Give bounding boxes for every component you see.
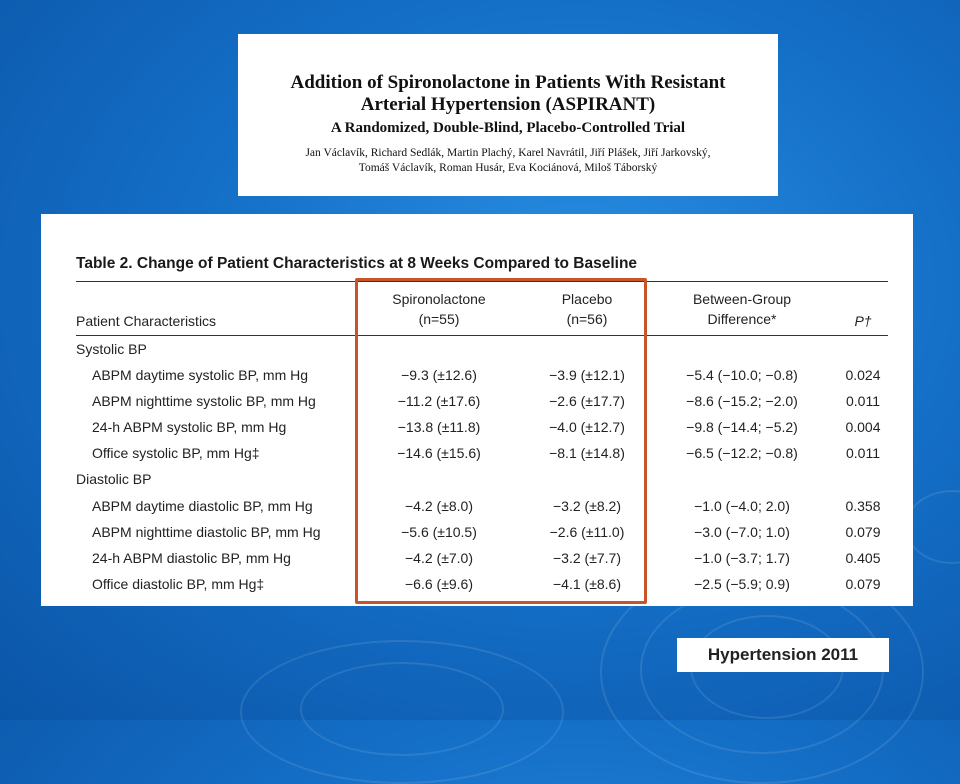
section-label: Diastolic BP [76, 471, 152, 487]
paper-authors [238, 146, 778, 176]
cell-placebo: −3.2 (±8.2) [553, 498, 621, 514]
cell-difference: −5.4 (−10.0; −0.8) [686, 367, 798, 383]
cell-spironolactone: −14.6 (±15.6) [397, 445, 481, 461]
header-spironolactone-n: (n=55) [418, 311, 460, 327]
cell-placebo: −8.1 (±14.8) [549, 445, 625, 461]
cell-difference: −6.5 (−12.2; −0.8) [686, 445, 798, 461]
cell-p-value: 0.079 [845, 576, 881, 592]
cell-placebo: −3.9 (±12.1) [549, 367, 625, 383]
cell-placebo: −3.2 (±7.7) [553, 550, 621, 566]
cell-p-value: 0.011 [846, 445, 880, 461]
cell-difference: −9.8 (−14.4; −5.2) [686, 419, 798, 435]
source-label: Hypertension 2011 [677, 638, 889, 672]
cell-spironolactone: −4.2 (±8.0) [405, 498, 473, 514]
header-patient-characteristics: Patient Characteristics [76, 313, 217, 329]
row-label: Office systolic BP, mm Hg‡ [92, 445, 260, 461]
cell-p-value: 0.358 [845, 498, 881, 514]
cell-placebo: −4.1 (±8.6) [553, 576, 621, 592]
cell-spironolactone: −11.2 (±17.6) [397, 393, 481, 409]
paper-title-line2: Arterial Hypertension (ASPIRANT) [360, 94, 656, 115]
cell-difference: −1.0 (−4.0; 2.0) [694, 498, 790, 514]
header-p-value: P† [854, 313, 872, 329]
cell-p-value: 0.004 [845, 419, 881, 435]
ripple-decoration [905, 490, 960, 564]
table-title: Table 2. Change of Patient Characteristics at 8 Weeks Compared to Baseline [76, 255, 638, 272]
cell-p-value: 0.024 [845, 367, 881, 383]
cell-difference: −3.0 (−7.0; 1.0) [694, 524, 790, 540]
paper-title-line1: Addition of Spironolactone in Patients With Resistant [290, 72, 726, 93]
cell-p-value: 0.079 [845, 524, 881, 540]
ripple-decoration [300, 662, 504, 756]
section-label: Systolic BP [76, 341, 147, 357]
header-between-group-line1: Between-Group [692, 291, 792, 307]
paper-authors-line2: Tomáš Václavík, Roman Husár, Eva Kociánová, Miloš Táborský [358, 162, 658, 174]
paper-subtitle: A Randomized, Double-Blind, Placebo-Controlled Trial [330, 120, 686, 136]
header-placebo-name: Placebo [561, 291, 613, 307]
cell-spironolactone: −13.8 (±11.8) [397, 419, 481, 435]
cell-difference: −1.0 (−3.7; 1.7) [694, 550, 790, 566]
row-label: 24-h ABPM systolic BP, mm Hg [92, 419, 287, 435]
row-label: ABPM daytime diastolic BP, mm Hg [92, 498, 313, 514]
cell-p-value: 0.405 [845, 550, 881, 566]
row-label: 24-h ABPM diastolic BP, mm Hg [92, 550, 291, 566]
header-between-group-line2: Difference* [707, 311, 777, 327]
cell-spironolactone: −5.6 (±10.5) [401, 524, 477, 540]
paper-title-card [238, 34, 778, 196]
cell-placebo: −2.6 (±17.7) [549, 393, 625, 409]
cell-placebo: −4.0 (±12.7) [549, 419, 625, 435]
cell-spironolactone: −9.3 (±12.6) [401, 367, 477, 383]
cell-difference: −2.5 (−5.9; 0.9) [694, 576, 790, 592]
header-spironolactone-name: Spironolactone [392, 291, 486, 307]
row-label: ABPM nighttime systolic BP, mm Hg [92, 393, 316, 409]
header-placebo-n: (n=56) [566, 311, 608, 327]
paper-authors-line1: Jan Václavík, Richard Sedlák, Martin Plachý, Karel Navrátil, Jiří Plášek, Jiří Jarkovský, [305, 147, 711, 159]
row-label: ABPM daytime systolic BP, mm Hg [92, 367, 309, 383]
cell-placebo: −2.6 (±11.0) [549, 524, 625, 540]
header-between-group [661, 289, 823, 329]
row-label: Office diastolic BP, mm Hg‡ [92, 576, 265, 592]
cell-spironolactone: −6.6 (±9.6) [405, 576, 473, 592]
highlight-frame [355, 278, 647, 604]
cell-spironolactone: −4.2 (±7.0) [405, 550, 473, 566]
cell-p-value: 0.011 [846, 393, 880, 409]
row-label: ABPM nighttime diastolic BP, mm Hg [92, 524, 321, 540]
cell-difference: −8.6 (−15.2; −2.0) [686, 393, 798, 409]
